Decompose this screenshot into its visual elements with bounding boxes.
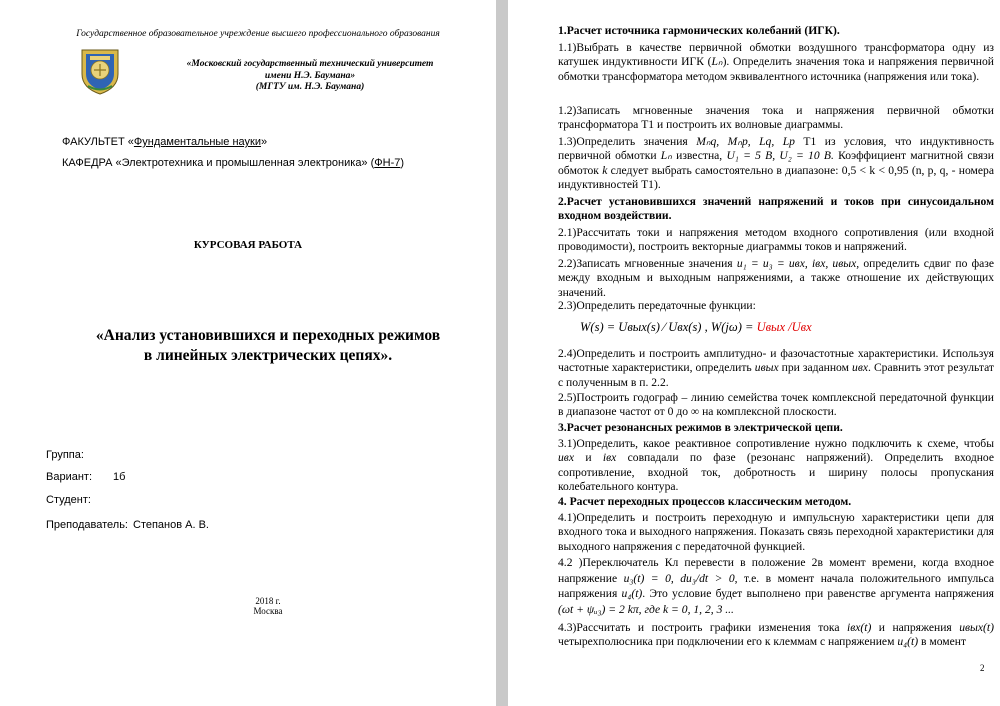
item-2-5: 2.5)Построить годограф – линию семейства точек комплексной передаточной функции в диапазоне частот от 0 до ∞ на комплексной плоскости.: [558, 391, 994, 419]
item-2-4-text-a: 2.4)Определить и построить амплитудно- и фазочастотные характеристики. Используя частотные характеристики, определить: [558, 347, 994, 375]
item-1-1-math: Lₙ: [711, 55, 723, 69]
item-1-3-text-b: Т1 из условия, что индуктивность первичной обмотки: [558, 135, 995, 163]
university-line-2: имени Н.Э. Баумана»: [264, 70, 356, 81]
item-2-2-text-b: определить сдвиг по фазе между входным и выходным напряжениями, а также отношение их действующих значений.: [558, 257, 994, 299]
department-suffix: ): [400, 157, 405, 169]
item-1-3: [558, 135, 994, 193]
item-3-1: [558, 437, 994, 495]
item-4-3-text-a: 4.3)Рассчитать и построить графики изменения тока: [558, 621, 840, 634]
item-3-1-math-b: iвх: [602, 451, 617, 465]
section-3-title: 3.Расчет резонансных режимов в электрической цепи.: [558, 421, 843, 434]
variant-value: 1б: [113, 471, 126, 483]
item-1-3-math-a: Mₙq, Mₙp, Lq, Lp: [696, 135, 795, 148]
item-2-4-math-b: uвх: [852, 361, 869, 375]
item-4-3-text-d: в момент: [921, 635, 967, 649]
faculty-prefix: ФАКУЛЬТЕТ «: [62, 136, 134, 148]
university-name: [160, 59, 460, 94]
doc-title-line-1: «Анализ установившихся и переходных режимов: [95, 327, 441, 344]
teacher-label: Преподаватель:: [46, 519, 128, 531]
item-4-3: [558, 621, 994, 650]
content-page: [508, 0, 1000, 706]
section-1-title: 1.Расчет источника гармонических колебаний (ИГК).: [558, 24, 840, 37]
item-3-1-text-a: 3.1)Определить, какое реактивное сопротивление нужно подключить к схеме, чтобы: [558, 437, 994, 450]
item-1-1: [558, 41, 994, 84]
formula-red: Uвых /Uвх: [756, 320, 812, 334]
item-3-1-text-c: совпадали по фазе (резонанс напряжений). Определить входное сопротивление, входной ток, добротность и ширину полосы пропускания колебательного контура.: [558, 451, 995, 494]
item-1-3-math-b: Lₙ: [660, 149, 672, 163]
department-line: [62, 157, 404, 169]
university-line-3: (МГТУ им. Н.Э. Баумана): [255, 82, 365, 92]
item-2-2-text-a: 2.2)Записать мгновенные значения: [558, 257, 733, 270]
item-4-3-math-a: iвх(t): [846, 621, 872, 634]
item-4-2-text-c: . Это условие будет выполнено при равенстве аргумента напряжения: [642, 587, 994, 600]
section-2-title: 2.Расчет установившихся значений напряжений и токов при синусоидальном входном воздействии.: [558, 195, 994, 223]
faculty-line: [62, 136, 267, 148]
item-1-3-text-e: следует выбрать самостоятельно в диапазоне: 0,5 < k < 0,95 (n, p, q, - номера индуктивностей Т1).: [558, 163, 994, 192]
item-2-4-text-b: при заданном: [781, 361, 849, 375]
item-2-4: [558, 347, 994, 390]
year: 2018 г.: [255, 596, 281, 606]
department-prefix: КАФЕДРА «Электротехника и промышленная электроника» (: [62, 157, 375, 169]
item-2-4-text-c: . Сравнить этот результат с полученным в п. 2.2.: [558, 361, 994, 389]
item-2-3: 2.3)Определить передаточные функции:: [558, 299, 756, 312]
teacher-value: Степанов А. В.: [133, 519, 209, 531]
item-2-4-math-a: uвых: [754, 361, 779, 375]
item-4-2-text-b: , т.е. в момент начала положительного импульса напряжения: [558, 571, 994, 600]
item-4-2-math-a: u₃(t) = 0, du₃/dt > 0: [623, 571, 735, 585]
item-4-2-text-a: 4.2 )Переключатель Кл перевести в положение 2в момент времени, когда входное напряжение: [558, 556, 994, 585]
formula-main: W(s) = Uвых(s) ⁄ Uвх(s) , W(jω) =: [580, 320, 754, 334]
university-emblem-icon: [78, 46, 122, 96]
doc-title-line-2: в линейных электрических цепях».: [143, 347, 393, 364]
item-4-3-math-c: u₄(t): [897, 635, 919, 649]
item-1-1-text-b: ). Определить значения тока и напряжения первичной обмотки трансформатора методом эквивалентного источника (напряжения или тока).: [558, 55, 995, 83]
doc-title: [0, 326, 496, 366]
item-4-3-math-b: uвых(t): [959, 621, 994, 634]
item-2-2-math: u₁ = u₃ = uвх, iвх, uвых,: [736, 257, 860, 270]
item-3-1-text-b: и: [585, 451, 592, 465]
group-label: Группа:: [46, 449, 84, 461]
item-2-1: 2.1)Рассчитать токи и напряжения методом входного сопротивления (или входной проводимости), построить векторные диаграммы токов и напряжений.: [558, 226, 994, 254]
section-4-title: 4. Расчет переходных процессов классическим методом.: [558, 495, 852, 508]
variant-label: Вариант:: [46, 471, 93, 483]
item-1-2: 1.2)Записать мгновенные значения тока и напряжения первичной обмотки трансформатора Т1 и построить их волновые диаграммы.: [558, 104, 994, 132]
item-4-2-math-c: (ωt + ψᵤ₃) = 2 kπ, где k = 0, 1, 2, 3 ...: [558, 602, 734, 616]
item-1-3-math-c: U₁ = 5 В, U₂ = 10 В.: [726, 149, 834, 163]
city: Москва: [253, 606, 283, 616]
faculty-name: Фундаментальные науки: [133, 136, 261, 148]
item-1-3-text-c: известна,: [676, 149, 723, 163]
faculty-suffix: »: [261, 136, 268, 148]
title-page: [0, 0, 496, 706]
institution-line: Государственное образовательное учреждение высшего профессионального образования: [76, 29, 440, 39]
student-label: Студент:: [46, 494, 91, 506]
item-4-1: 4.1)Определить и построить переходную и импульсную характеристики цепи для входного тока и выходного напряжения. Показать связь переходной характеристики для выходного напряжения с передаточной функцией.: [558, 511, 994, 553]
department-code: ФН-7: [374, 157, 401, 169]
transfer-function-formula: [580, 320, 812, 335]
item-1-1-text-a: 1.1)Выбрать в качестве первичной обмотки воздушного трансформатора одну из катушек индуктивности ИГК (: [558, 41, 994, 69]
page-number: 2: [980, 663, 985, 673]
doc-type: КУРСОВАЯ РАБОТА: [193, 239, 303, 251]
item-4-3-text-b: и напряжения: [878, 621, 952, 634]
item-2-2: [558, 257, 994, 300]
item-3-1-math-a: uвх: [558, 451, 574, 465]
item-1-3-text-d: Коэффициент магнитной связи обмоток: [558, 149, 994, 177]
item-1-3-math-d: k: [602, 163, 608, 177]
item-4-2: [558, 555, 994, 617]
item-1-3-text-a: 1.3)Определить значения: [558, 135, 688, 148]
item-4-2-math-b: u₄(t): [621, 587, 643, 600]
university-line-1: «Московский государственный технический университет: [186, 59, 434, 69]
item-4-3-text-c: четырехполюсника при подключении его к клеммам с напряжением: [558, 635, 895, 649]
